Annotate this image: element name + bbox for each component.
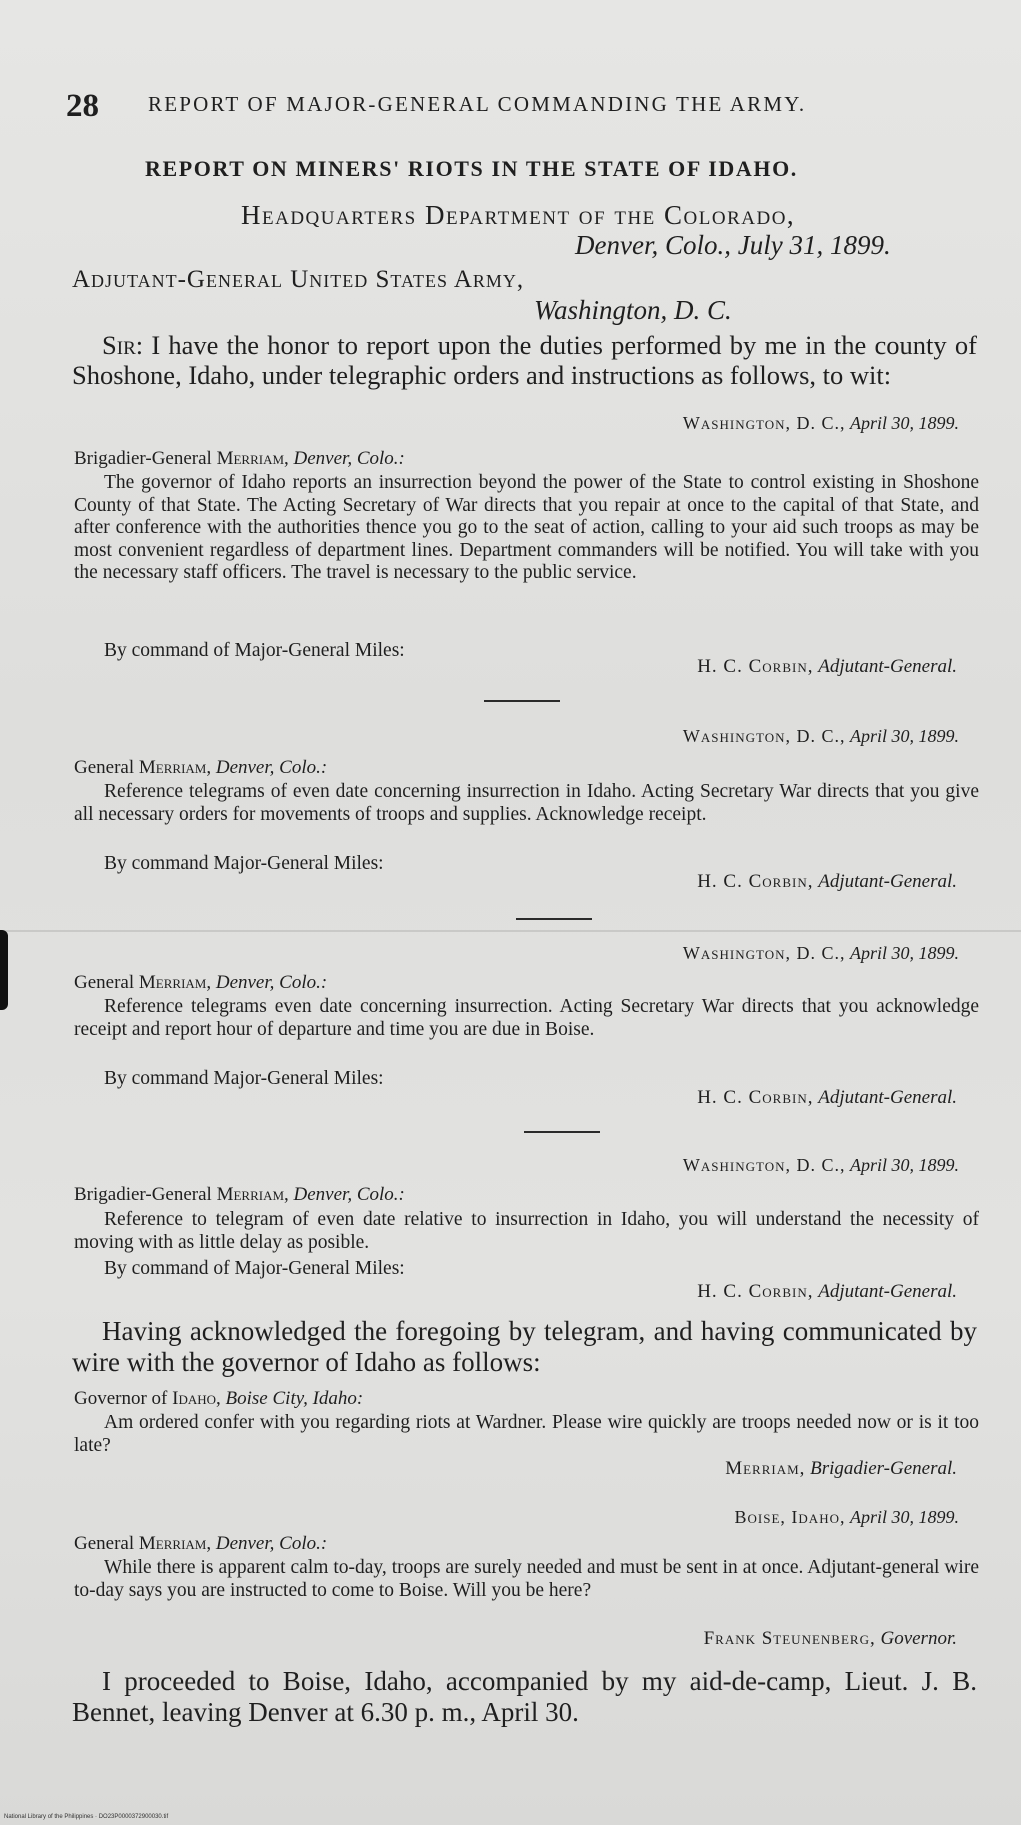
report-title: REPORT ON MINERS' RIOTS IN THE STATE OF IDAHO. <box>145 156 798 181</box>
telegram-2-command: By command Major-General Miles: <box>104 853 384 874</box>
intro-paragraph <box>72 330 977 424</box>
telegram-4-command: By command of Major-General Miles: <box>104 1258 405 1279</box>
salutation: Sir <box>102 330 136 360</box>
headquarters-line: Headquarters Department of the Colorado, <box>241 200 796 230</box>
reply-dateline: Boise, Idaho, April 30, 1899. <box>734 1507 959 1527</box>
page-number: 28 <box>66 88 99 124</box>
page-edge-shadow <box>0 930 8 1010</box>
addressee-place: Washington, D. C. <box>534 295 732 325</box>
reply-body: While there is apparent calm to-day, troops are surely needed and must be sent in at once. Adjutant-general wire to-day says you are instructed to come to Boise. Will you be here? <box>74 1557 979 1601</box>
telegram-3-body: Reference telegrams even date concerning insurrection. Acting Secretary War directs that you acknowledge receipt and report hour of departure and time you are due in Boise. <box>74 996 979 1040</box>
telegram-2-body: Reference telegrams of even date concerning insurrection in Idaho. Acting Secretary War directs that you give all necessary orders for movements of troops and supplies. Acknowledge receipt. <box>74 781 979 825</box>
separator-rule <box>516 918 592 920</box>
telegram-2-recipient: General Merriam, Denver, Colo.: <box>74 757 328 778</box>
telegram-1-command: By command of Major-General Miles: <box>104 640 405 661</box>
telegram-3-recipient: General Merriam, Denver, Colo.: <box>74 972 328 993</box>
scan-footer: National Library of the Philippines · DO23P0000372900030.tif <box>4 1814 169 1820</box>
separator-rule <box>524 1131 600 1133</box>
closing-paragraph: I proceeded to Boise, Idaho, accompanied by my aid-de-camp, Lieut. J. B. Bennet, leaving Denver at 6.30 p. m., April 30. <box>72 1666 977 1727</box>
telegram-3-dateline: Washington, D. C., April 30, 1899. <box>682 943 959 963</box>
wire-recipient: Governor of Idaho, Boise City, Idaho: <box>74 1388 364 1409</box>
reply-recipient: General Merriam, Denver, Colo.: <box>74 1533 328 1554</box>
telegram-1-body: The governor of Idaho reports an insurrection beyond the power of the State to control existing in Shoshone County of that State. The Acting Secretary of War directs that you repair at once to the capital of that State, and after conference with the authorities thence you go to the seat of action, calling to your aid such troops as may be most convenient regardless of department lines. Department commanders will be notified. You will take with you the necessary staff officers. The travel is necessary to the public service. <box>74 472 979 583</box>
telegram-2-dateline: Washington, D. C., April 30, 1899. <box>682 726 959 746</box>
wire-body: Am ordered confer with you regarding riots at Wardner. Please wire quickly are troops needed now or is it too late? <box>74 1412 979 1456</box>
headquarters-date: Denver, Colo., July 31, 1899. <box>575 230 891 260</box>
reply-signature: Frank Steunenberg, Governor. <box>703 1628 957 1649</box>
telegram-1-recipient: Brigadier-General Merriam, Denver, Colo.: <box>74 448 405 469</box>
telegram-4-signature: H. C. Corbin, Adjutant-General. <box>697 1281 957 1302</box>
wire-signature: Merriam, Brigadier-General. <box>725 1458 957 1479</box>
telegram-1-signature: H. C. Corbin, Adjutant-General. <box>697 656 957 677</box>
transition-paragraph: Having acknowledged the foregoing by telegram, and having communicated by wire with the governor of Idaho as follows: <box>72 1316 977 1377</box>
running-head: REPORT OF MAJOR-GENERAL COMMANDING THE ARMY. <box>148 92 807 116</box>
intro-text: : I have the honor to report upon the duties performed by me in the county of Shoshone, Idaho, under telegraphic orders and instructions as follows, to wit: <box>72 330 977 390</box>
addressee-line: Adjutant-General United States Army, <box>72 266 525 293</box>
telegram-3-command: By command Major-General Miles: <box>104 1068 384 1089</box>
telegram-4-recipient: Brigadier-General Merriam, Denver, Colo.: <box>74 1184 405 1205</box>
separator-rule <box>484 700 560 702</box>
telegram-2-signature: H. C. Corbin, Adjutant-General. <box>697 871 957 892</box>
telegram-1-dateline: Washington, D. C., April 30, 1899. <box>682 413 959 433</box>
page-fold-line <box>0 930 1021 932</box>
telegram-3-signature: H. C. Corbin, Adjutant-General. <box>697 1087 957 1108</box>
telegram-4-dateline: Washington, D. C., April 30, 1899. <box>682 1155 959 1175</box>
telegram-4-body: Reference to telegram of even date relative to insurrection in Idaho, you will understand the necessity of moving with as little delay as posible. <box>74 1209 979 1253</box>
